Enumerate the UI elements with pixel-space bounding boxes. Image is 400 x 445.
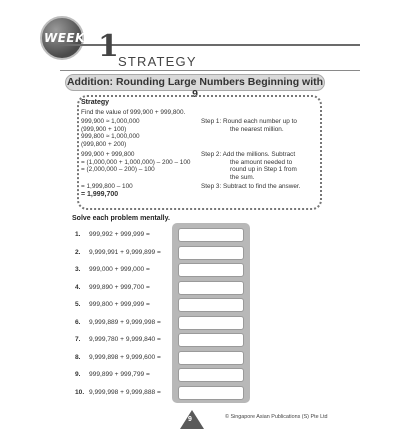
problem-item (75, 249, 161, 256)
strategy-line: 999,900 ≈ 1,000,000 (81, 118, 140, 125)
strategy-line: (999,900 + 100) (81, 125, 127, 133)
problem-item (75, 284, 150, 291)
section-banner (65, 74, 325, 100)
problem-item (75, 354, 161, 361)
strategy-line: = (1,000,000 + 1,000,000) – 200 – 100 (81, 158, 191, 166)
strategy-step: the sum. (230, 173, 255, 181)
copyright-notice: © Singapore Asian Publications (S) Pte Ltd (225, 414, 328, 420)
problem-text: 999,800 + 999,999 = (89, 301, 150, 308)
answer-box[interactable] (178, 298, 244, 312)
problem-number: 8. (75, 353, 81, 361)
problem-text: 999,000 + 999,000 = (89, 266, 150, 273)
strategy-step: Step 2: Add the millions. Subtract (201, 151, 296, 158)
problem-number: 1. (75, 231, 81, 238)
answer-box[interactable] (178, 368, 244, 382)
strategy-answer: = 1,999,700 (81, 191, 119, 198)
problem-text: 999,899 + 999,799 = (89, 371, 150, 378)
answer-box[interactable] (178, 228, 244, 242)
page-number-tab (180, 410, 204, 429)
page-number: 9 (188, 416, 192, 423)
problem-text: 9,999,898 + 9,999,600 = (89, 353, 161, 361)
problem-text: 999,890 + 999,700 = (89, 283, 150, 291)
instructions: Solve each problem mentally. (72, 215, 170, 222)
strategy-line: 999,900 + 999,800 (81, 151, 135, 158)
problem-number: 7. (75, 336, 81, 343)
problem-item (75, 301, 150, 308)
problem-text: 9,999,998 + 9,999,888 = (89, 388, 161, 396)
problem-item (75, 266, 150, 273)
strategy-step: round up in Step 1 from (230, 166, 297, 173)
strategy-step: the amount needed to (230, 158, 293, 166)
strategy-intro: Find the value of 999,900 + 999,800. (81, 109, 186, 116)
answer-box[interactable] (178, 386, 244, 400)
problem-number: 6. (75, 318, 81, 326)
strategy-step: Step 3: Subtract to find the answer. (201, 183, 301, 190)
strategy-line: = 1,999,800 – 100 (81, 183, 133, 190)
strategy-line: 999,800 ≈ 1,000,000 (81, 133, 140, 140)
problem-text: 999,992 + 999,999 = (89, 231, 150, 238)
answer-box[interactable] (178, 263, 244, 277)
problem-item (75, 319, 161, 326)
problem-item (75, 336, 161, 343)
problem-number: 3. (75, 266, 81, 273)
week-label: WEEK (44, 31, 85, 45)
week-number: 1 (98, 29, 119, 64)
answer-box[interactable] (178, 281, 244, 295)
problem-item (75, 371, 150, 378)
answer-box[interactable] (178, 246, 244, 260)
problem-number: 5. (75, 301, 81, 308)
problem-text: 9,999,991 + 9,999,899 = (89, 248, 161, 256)
problem-number: 2. (75, 248, 81, 256)
problem-number: 4. (75, 283, 81, 291)
page-title: STRATEGY (118, 54, 197, 69)
problem-number: 9. (75, 371, 81, 378)
answer-box[interactable] (178, 351, 244, 365)
answer-box[interactable] (178, 316, 244, 330)
problem-text: 9,999,889 + 9,999,998 = (89, 318, 161, 326)
strategy-line: (999,800 + 200) (81, 140, 127, 148)
header-underline (60, 70, 360, 71)
strategy-label: Strategy (81, 99, 110, 106)
strategy-line: = (2,000,000 – 200) – 100 (81, 166, 155, 173)
strategy-step: Step 1: Round each number up to (201, 118, 297, 125)
problem-item (75, 389, 161, 396)
section-title: Addition: Rounding Large Numbers Beginning with 9 (66, 76, 324, 100)
answer-box[interactable] (178, 333, 244, 347)
problem-number: 10. (75, 388, 85, 396)
problem-text: 9,999,780 + 9,999,840 = (89, 336, 161, 343)
problem-item (75, 231, 150, 238)
strategy-step: the nearest million. (230, 125, 284, 133)
